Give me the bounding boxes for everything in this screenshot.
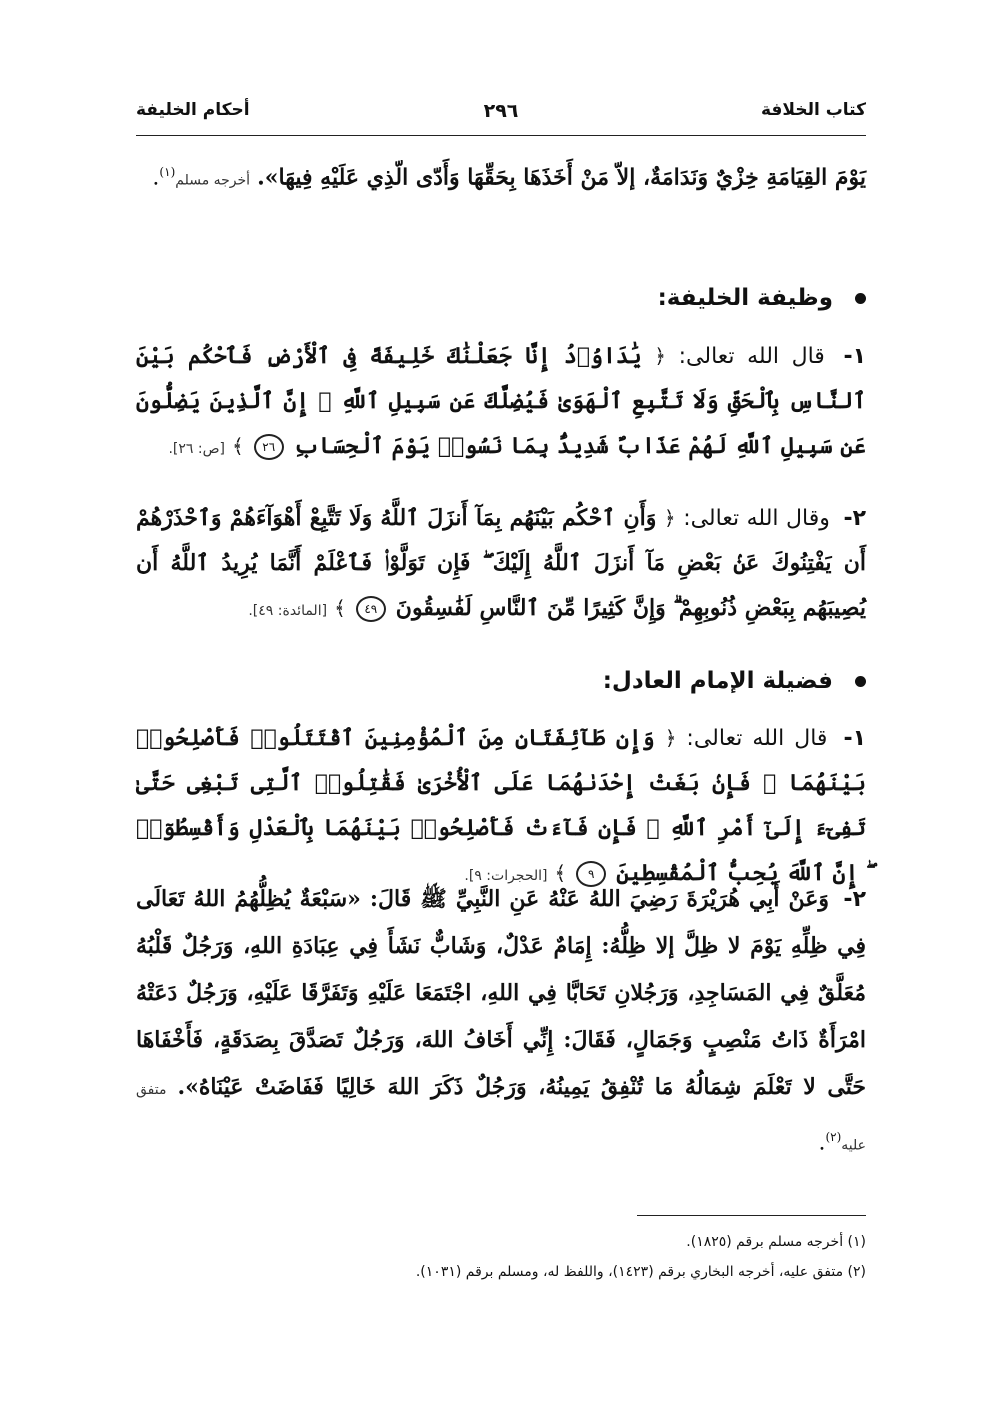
item-label: قال الله تعالى: [686,726,828,751]
quran-item-2 [136,496,866,634]
section-title-caliph-duty [658,285,866,311]
footnote-marker-1: (١) [159,165,176,179]
aya-number-marker: ٩ [576,861,606,887]
hadith-end: . [818,1130,826,1156]
footnote-divider [637,1215,866,1216]
intro-end: . [152,165,160,191]
footnote-2: (٢) متفق عليه، أخرجه البخاري برقم (١٤٢٣)، واللفظ له، ومسلم برقم (١٠٣١). [415,1264,866,1280]
ornate-bracket-open-icon: ﴿ [654,344,667,368]
section2-title: فضيلة الإمام العادل: [602,668,833,694]
hadith-item [136,876,866,1169]
item-label: وقال الله تعالى: [683,506,830,531]
verse-citation: [المائدة: ٤٩]. [248,603,328,619]
quran-item-3 [136,716,866,899]
ornate-bracket-open-icon: ﴿ [663,506,676,530]
ornate-bracket-close-icon: ﴾ [231,434,244,458]
quran-verse: يَٰدَاوُۥدُ إِنَّا جَعَلْنَٰكَ خَلِيفَةً فِى ٱلْأَرْضِ فَٱحْكُم بَيْنَ ٱلنَّاسِ بِٱلْحَقِّ وَلَا تَتَّبِعِ ٱلْهَوَىٰ فَيُضِلَّكَ عَن سَبِيلِ ٱللَّهِ ۚ إِنَّ ٱلَّذِينَ يَضِلُّونَ عَن سَبِيلِ ٱللَّهِ لَهُمْ عَذَابٌ شَدِيدٌۢ بِمَا نَسُوا۟ يَوْمَ ٱلْحِسَابِ [136,343,866,459]
item-label: قال الله تعالى: [678,344,825,369]
book-title: كتاب الخلافة [760,100,866,120]
quran-verse: وَأَنِ ٱحْكُم بَيْنَهُم بِمَآ أَنزَلَ ٱللَّهُ وَلَا تَتَّبِعْ أَهْوَآءَهُمْ وَٱحْذَرْهُمْ أَن يَفْتِنُوكَ عَنۢ بَعْضِ مَآ أَنزَلَ ٱللَّهُ إِلَيْكَ ۖ فَإِن تَوَلَّوْا۟ فَٱعْلَمْ أَنَّمَا يُرِيدُ ٱللَّهُ أَن يُصِيبَهُم بِبَعْضِ ذُنُوبِهِمْ ۗ وَإِنَّ كَثِيرًا مِّنَ ٱلنَّاسِ لَفَٰسِقُونَ [136,505,866,621]
quran-item-1 [136,334,866,472]
ornate-bracket-open-icon: ﴿ [664,726,677,750]
item-number: ١- [843,344,867,369]
chapter-title: أحكام الخليفة [136,100,250,120]
footnote-marker-2: (٢) [825,1130,842,1144]
intro-reference: أخرجه مسلم [175,172,251,189]
section1-title: وظيفة الخليفة: [657,285,833,311]
item-number: ٢- [843,887,866,912]
verse-citation: [الحجرات: ٩]. [464,868,548,884]
hadith-text: وَعَنْ أَبِي هُرَيْرَةَ رَضِيَ اللهُ عَنْهُ عَنِ النَّبِيِّ ﷺ قَالَ: «سَبْعَةٌ يُظِلُّهُمُ اللهُ تَعَالَى فِي ظِلِّهِ يَوْمَ لا ظِلَّ إلا ظِلُّهُ: إِمَامٌ عَدْلٌ، وَشَابٌّ نَشَأَ فِي عِبَادَةِ اللهِ، وَرَجُلٌ قَلْبُهُ مُعَلَّقٌ فِي المَسَاجِدِ، وَرَجُلانِ تَحَابَّا فِي اللهِ، اجْتَمَعَا عَلَيْهِ وَتَفَرَّقَا عَلَيْهِ، وَرَجُلٌ دَعَتْهُ امْرَأَةٌ ذَاتُ مَنْصِبٍ وَجَمَالٍ، فَقَالَ: إِنِّي أَخَافُ اللهَ، وَرَجُلٌ تَصَدَّقَ بِصَدَقَةٍ، فَأَخْفَاهَا حَتَّى لا تَعْلَمَ شِمَالُهُ مَا تُنْفِقُ يَمِينُهُ، وَرَجُلٌ ذَكَرَ اللهَ خَالِيًا فَفَاضَتْ عَيْنَاهُ». [136,886,867,1100]
running-header [136,100,866,134]
aya-number-marker: ٢٦ [254,434,284,460]
header-divider [136,135,866,136]
footnote-1: (١) أخرجه مسلم برقم (١٨٢٥). [686,1234,866,1250]
intro-paragraph [136,150,866,203]
aya-number-marker: ٤٩ [356,596,386,622]
item-number: ٢- [843,506,867,531]
hadith-reference: متفق عليه [136,1082,866,1154]
page-number: ٢٩٦ [483,100,519,122]
section-title-just-imam [603,668,866,694]
bullet-icon [855,676,866,687]
intro-hadith-text: يَوْمَ القِيَامَةِ خِزْيٌ وَنَدَامَةٌ، إلاّ مَنْ أَخَذَهَا بِحَقِّهَا وَأَدّى الّذِي عَلَيْهِ فِيهَا». [257,164,866,191]
bullet-icon [855,293,866,304]
ornate-bracket-close-icon: ﴾ [334,596,346,620]
ornate-bracket-close-icon: ﴾ [554,861,567,885]
verse-citation: [ص: ٢٦]. [168,441,225,457]
quran-verse: وَإِن طَآئِفَتَانِ مِنَ ٱلْمُؤْمِنِينَ ٱقْتَتَلُوا۟ فَأَصْلِحُوا۟ بَيْنَهُمَا ۖ فَإِنۢ بَغَتْ إِحْدَىٰهُمَا عَلَى ٱلْأُخْرَىٰ فَقَٰتِلُوا۟ ٱلَّتِى تَبْغِى حَتَّىٰ تَفِىٓءَ إِلَىٰٓ أَمْرِ ٱللَّهِ ۚ فَإِن فَآءَتْ فَأَصْلِحُوا۟ بَيْنَهُمَا بِٱلْعَدْلِ وَأَقْسِطُوٓا۟ ۖ إِنَّ ٱللَّهَ يُحِبُّ ٱلْمُقْسِطِينَ [136,725,866,886]
item-number: ١- [843,726,867,751]
